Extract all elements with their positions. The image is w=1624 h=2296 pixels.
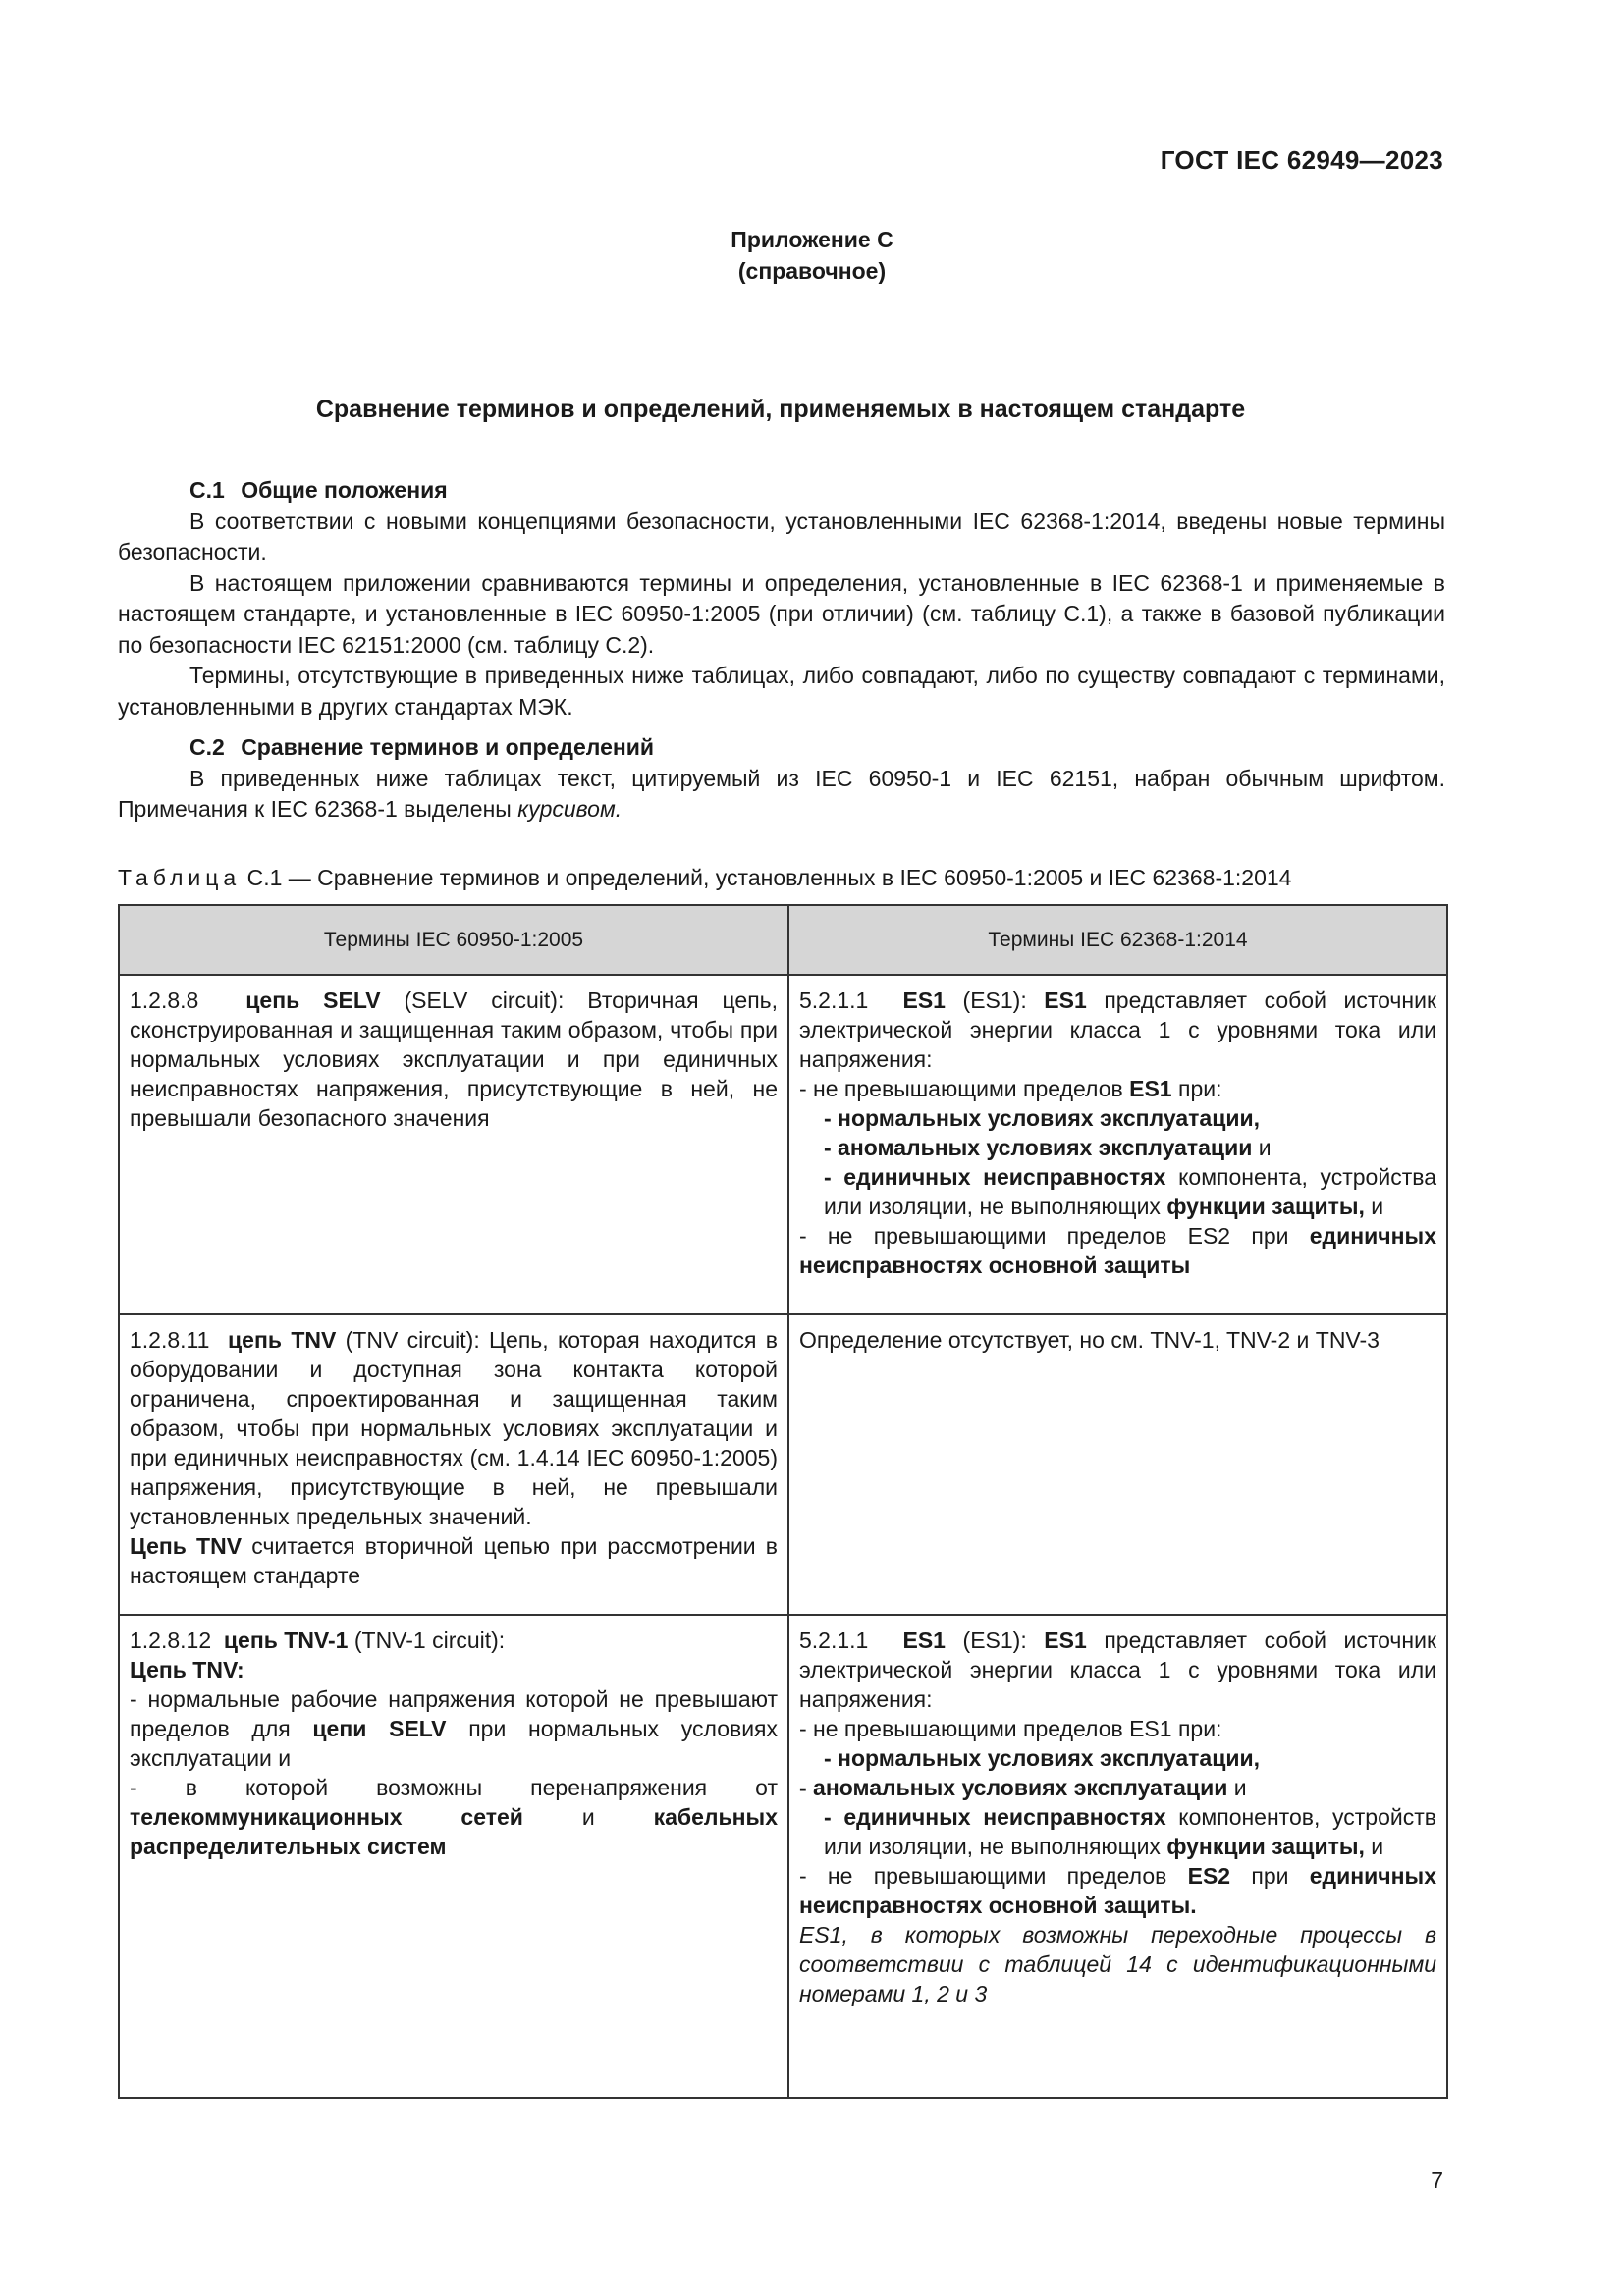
table-caption: [118, 865, 1291, 891]
section-number: С.2: [189, 734, 225, 760]
appendix-title: Приложение С: [731, 227, 893, 252]
table-cell: 1.2.8.12 цепь TNV-1 (TNV-1 circuit): Цепь TNV: - нормальные рабочие напряжения которой не превышают пределов для цепи SELV при нормальных условиях эксплуатации и - в которой возможны перенапряжения от телекоммуникационных сетей и кабельных распределительных систем: [119, 1615, 788, 2098]
column-header: Термины IEC 62368-1:2014: [788, 905, 1447, 975]
table-row: [119, 1314, 1447, 1615]
table-header-row: [119, 905, 1447, 975]
table-caption-word: Таблица: [118, 865, 242, 890]
table-caption-text: С.1 — Сравнение терминов и определений, установленных в IEC 60950-1:2005 и IEC 62368-1:2014: [246, 865, 1292, 890]
column-header: Термины IEC 60950-1:2005: [119, 905, 788, 975]
page-number: 7: [1431, 2167, 1443, 2193]
standard-code: ГОСТ IEC 62949—2023: [1160, 145, 1443, 175]
section-title: Сравнение терминов и определений: [241, 734, 655, 760]
table-cell: 5.2.1.1 ES1 (ES1): ES1 представляет собой источник электрической энергии класса 1 с уровнями тока или напряжения: - не превышающими пределов ES1 при: - нормальных условиях эксплуатации, - аномальных условиях эксплуатации и - единичных неисправностях компонентов, устройств или изоляции, не выполняющих функции защиты, и - не превышающими пределов ES2 при единичных неисправностях основной защиты. ES1, в которых возможны переходные процессы в соответствии с таблицей 14 с идентификационными номерами 1, 2 и 3: [788, 1615, 1447, 2098]
appendix-heading: [0, 224, 1624, 287]
table-cell: Определение отсутствует, но см. TNV-1, TNV-2 и TNV-3: [788, 1314, 1447, 1615]
paragraph: В приведенных ниже таблицах текст, цитируемый из IEC 60950-1 и IEC 62151, набран обычным шрифтом. Примечания к IEC 62368-1 выделены курсивом.: [118, 765, 1445, 822]
table-cell: 1.2.8.11 цепь TNV (TNV circuit): Цепь, которая находится в оборудовании и доступная зона контакта которой ограничена, спроектированная и защищенная таким образом, чтобы при нормальных условиях эксплуатации и при единичных неисправностях (см. 1.4.14 IEC 60950-1:2005) напряжения, присутствующие в ней, не превышали установленных предельных значений. Цепь TNV считается вторичной цепью при рассмотрении в настоящем стандарте: [119, 1314, 788, 1615]
paragraph: Термины, отсутствующие в приведенных ниже таблицах, либо совпадают, либо по существу совпадают с терминами, установленными в других стандартах МЭК.: [118, 663, 1445, 720]
table-row: [119, 1615, 1447, 2098]
paragraph: В настоящем приложении сравниваются термины и определения, установленные в IEC 62368-1 и применяемые в настоящем стандарте, и установленные в IEC 60950-1:2005 (при отличии) (см. таблицу С.1), а также в базовой публикации по безопасности IEC 62151:2000 (см. таблицу С.2).: [118, 569, 1445, 658]
main-title: Сравнение терминов и определений, применяемых в настоящем стандарте: [315, 396, 1246, 423]
section-title: Общие положения: [241, 477, 448, 503]
section-heading-c1: [118, 475, 1445, 507]
table-cell: 1.2.8.8 цепь SELV (SELV circuit): Вторичная цепь, сконструированная и защищенная таким образом, чтобы при нормальных условиях эксплуатации и при единичных неисправностях напряжения, присутствующие в ней, не превышали безопасного значения: [119, 975, 788, 1314]
table-row: [119, 975, 1447, 1314]
appendix-subtitle: (справочное): [737, 258, 887, 284]
section-number: С.1: [189, 477, 225, 503]
comparison-table: [118, 904, 1448, 2099]
table-cell: 5.2.1.1 ES1 (ES1): ES1 представляет собой источник электрической энергии класса 1 с уровнями тока или напряжения: - не превышающими пределов ES1 при: - нормальных условиях эксплуатации, - аномальных условиях эксплуатации и - единичных неисправностях компонента, устройства или изоляции, не выполняющих функции защиты, и - не превышающими пределов ES2 при единичных неисправностях основной защиты: [788, 975, 1447, 1314]
body-sections: [118, 475, 1445, 826]
paragraph: В соответствии с новыми концепциями безопасности, установленными IEC 62368-1:2014, введены новые термины безопасности.: [118, 507, 1445, 564]
section-heading-c2: [118, 732, 1445, 764]
